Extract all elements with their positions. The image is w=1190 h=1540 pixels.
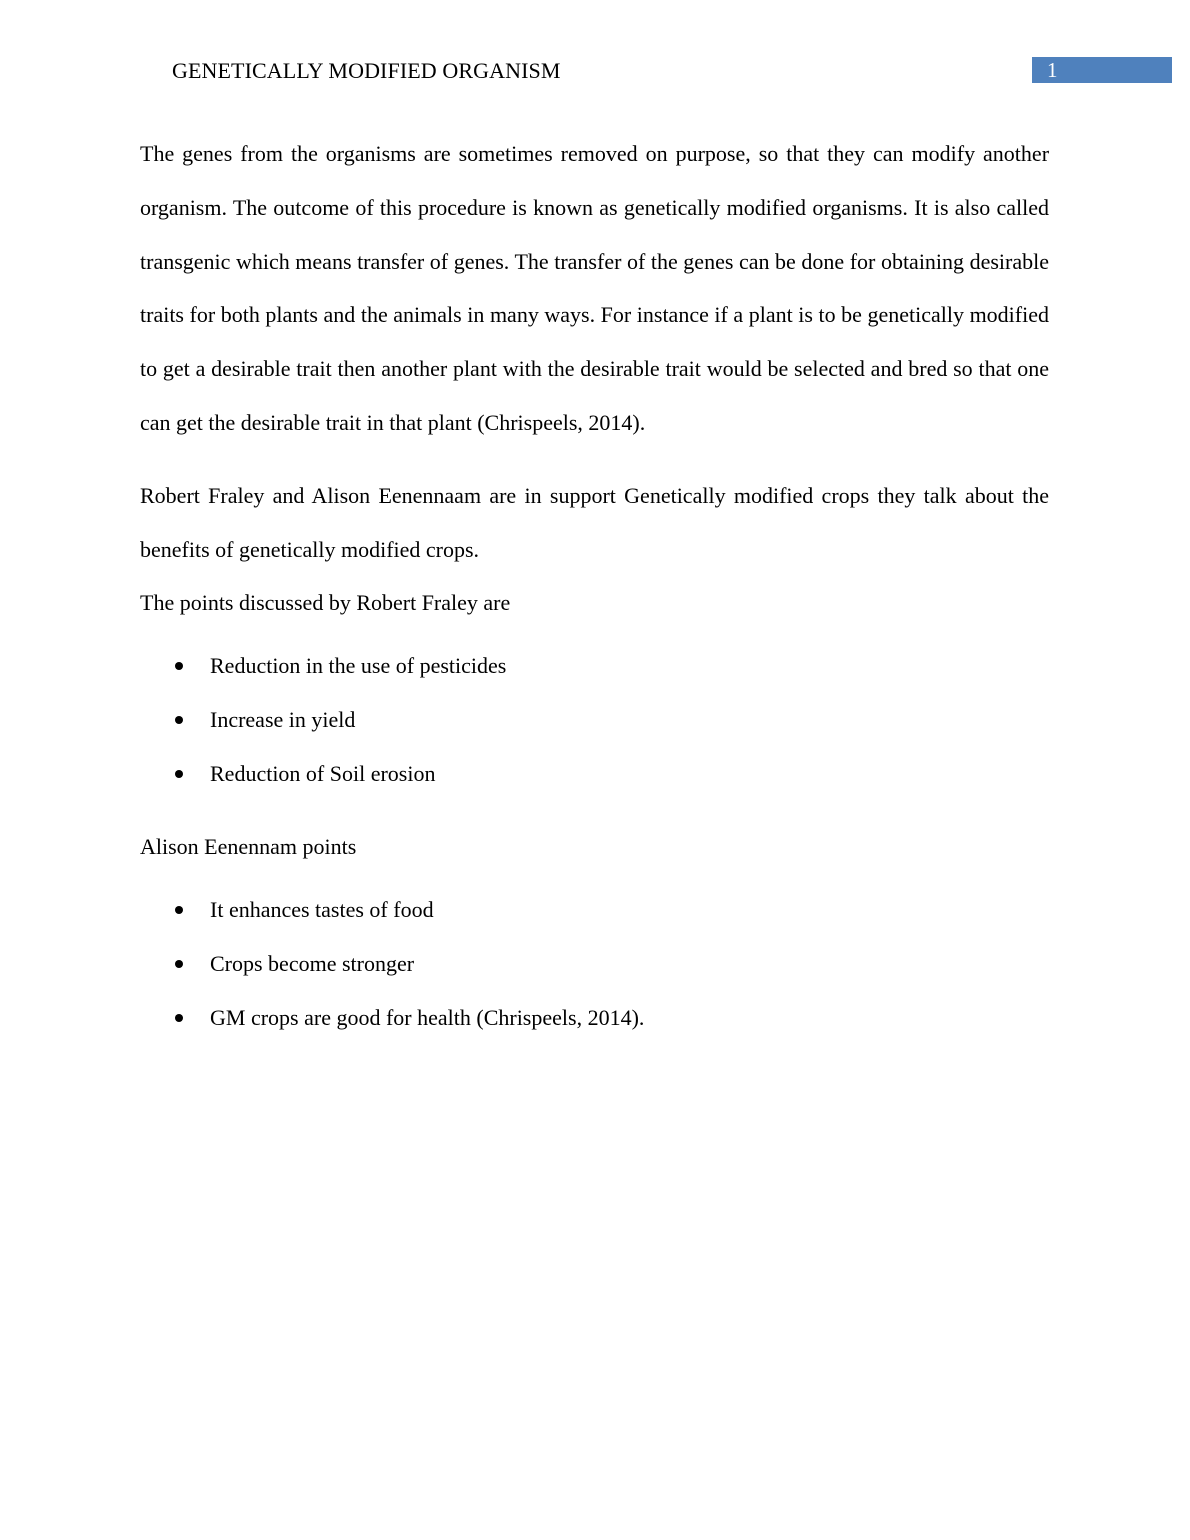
page-number: 1 (1047, 58, 1058, 82)
support-paragraph (140, 469, 1049, 577)
bullet-icon (175, 1014, 183, 1022)
document-body (140, 127, 1049, 1045)
list-item (140, 991, 1049, 1045)
paragraph-line: The genes from the organisms are sometimes removed on purpose, so that they can modify (140, 141, 976, 166)
paragraph-line: be selected and bred so that one can get the desirable trait in that plant (Chrispeels, 2014). (140, 356, 1050, 435)
bullet-icon (175, 906, 183, 914)
list-item-text: Reduction in the use of pesticides (210, 653, 507, 679)
paragraph-line: the benefits of genetically modified crops. (140, 482, 1050, 562)
list-item (140, 937, 1049, 991)
list-item-text: Crops become stronger (210, 951, 415, 977)
bullet-icon (175, 960, 183, 968)
page-number-box (1032, 57, 1172, 83)
paragraph-line: to be genetically modified to get a desirable trait then another plant with the desirable trait would (140, 302, 1050, 382)
paragraph-line: Robert Fraley and Alison Eenennaam are in support Genetically modified crops they talk about (140, 482, 1014, 508)
bullet-icon (175, 716, 183, 724)
intro-paragraph (140, 127, 1049, 450)
eenennam-intro: Alison Eenennam points (140, 834, 357, 860)
list-item-text: It enhances tastes of food (210, 897, 434, 923)
list-item (140, 883, 1049, 937)
paragraph-line: another organism. The outcome of this procedure is known as genetically modified organisms. It (140, 141, 1050, 220)
paragraph-line: is also called transgenic which means transfer of genes. The transfer of the genes can be done for (140, 194, 1050, 274)
running-head-title: GENETICALLY MODIFIED ORGANISM (172, 58, 561, 83)
fraley-intro: The points discussed by Robert Fraley are (140, 590, 511, 616)
list-item (140, 747, 1049, 801)
paragraph-line: obtaining desirable traits for both plants and the animals in many ways. For instance if a plant is (140, 248, 1050, 328)
list-item-text: Increase in yield (210, 707, 356, 733)
list-item-text: Reduction of Soil erosion (210, 760, 436, 786)
bullet-icon (175, 662, 183, 670)
list-item (140, 639, 1049, 693)
list-item (140, 693, 1049, 747)
list-item-text: GM crops are good for health (Chrispeels, 2014). (210, 1004, 645, 1030)
bullet-icon (175, 770, 183, 778)
eenennam-points-list (140, 883, 1049, 1044)
fraley-points-list (140, 639, 1049, 800)
